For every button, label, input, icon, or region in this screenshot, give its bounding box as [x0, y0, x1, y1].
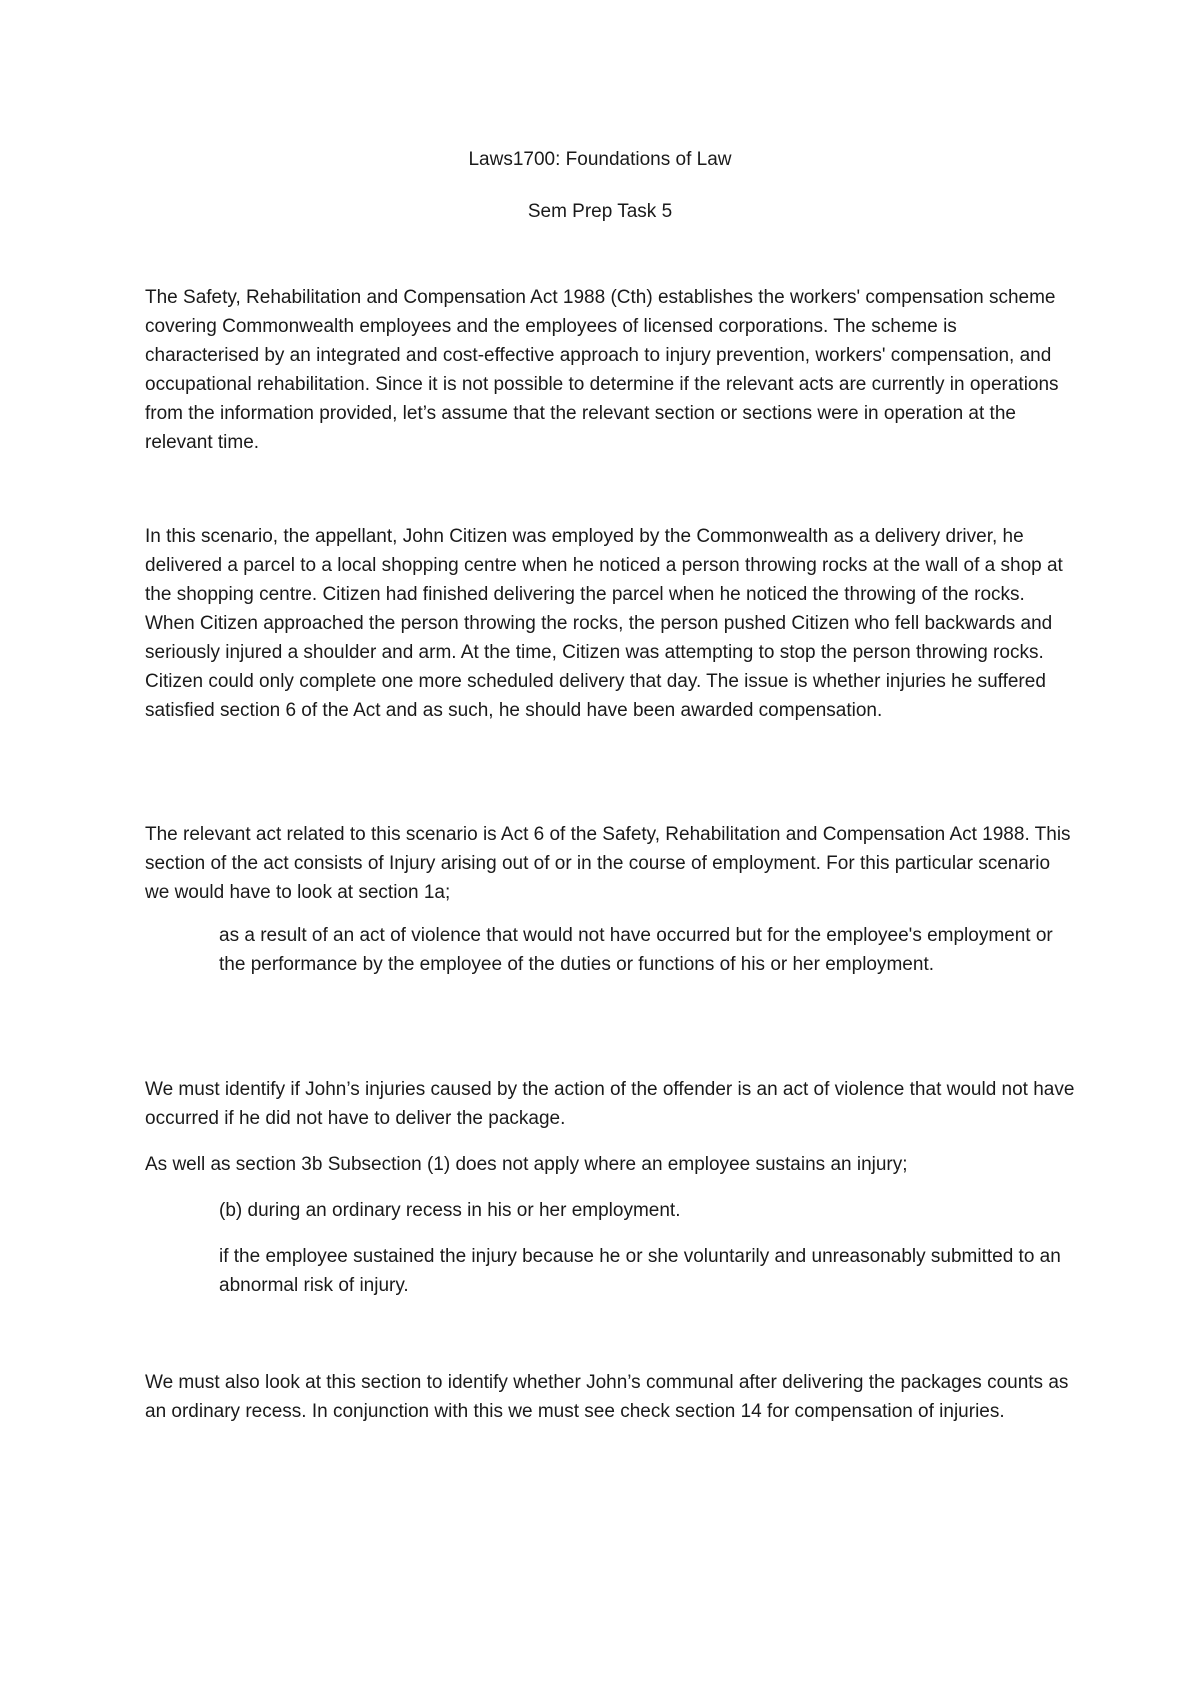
abnormal-risk-quote: if the employee sustained the injury because he or she voluntarily and unreasonably submitted to an abnormal risk of injury. — [219, 1246, 1061, 1296]
section-1a-quote: as a result of an act of violence that would not have occurred but for the employee's employment or the performance by the employee of the duties or functions of his or her employment. — [219, 925, 1053, 975]
conclusion-paragraph: We must also look at this section to identify whether John’s communal after delivering the packages counts as an ordinary recess. In conjunction with this we must see check section 14 for compensation of injuries. — [145, 1372, 1069, 1422]
scenario-paragraph: In this scenario, the appellant, John Citizen was employed by the Commonwealth as a delivery driver, he delivered a parcel to a local shopping centre when he noticed a person throwing rocks at the wall of a shop at the shopping centre. Citizen had finished delivering the parcel when he noticed the throwing of the rocks. When Citizen approached the person throwing the rocks, the person pushed Citizen who fell backwards and seriously injured a shoulder and arm. At the time, Citizen was attempting to stop the person throwing rocks. Citizen could only complete one more scheduled delivery that day. The issue is whether injuries he suffered satisfied section 6 of the Act and as such, he should have been awarded compensation. — [145, 526, 1063, 721]
ordinary-recess-quote: (b) during an ordinary recess in his or her employment. — [219, 1200, 681, 1221]
identify-paragraph: We must identify if John’s injuries caused by the action of the offender is an act of violence that would not have occurred if he did not have to deliver the package. — [145, 1079, 1075, 1129]
intro-paragraph: The Safety, Rehabilitation and Compensation Act 1988 (Cth) establishes the workers' compensation scheme covering Commonwealth employees and the employees of licensed corporations. The scheme is characterised by an integrated and cost-effective approach to injury prevention, workers' compensation, and occupational rehabilitation. Since it is not possible to determine if the relevant acts are currently in operations from the information provided, let’s assume that the relevant section or sections were in operation at the relevant time. — [145, 287, 1059, 453]
relevant-act-paragraph: The relevant act related to this scenario is Act 6 of the Safety, Rehabilitation and Compensation Act 1988. This section of the act consists of Injury arising out of or in the course of employment. For this particular scenario we would have to look at section 1a; — [145, 824, 1071, 903]
section-3b-paragraph: As well as section 3b Subsection (1) does not apply where an employee sustains an injury; — [145, 1154, 908, 1175]
course-title: Laws1700: Foundations of Law — [468, 149, 732, 170]
task-title: Sem Prep Task 5 — [527, 201, 673, 222]
